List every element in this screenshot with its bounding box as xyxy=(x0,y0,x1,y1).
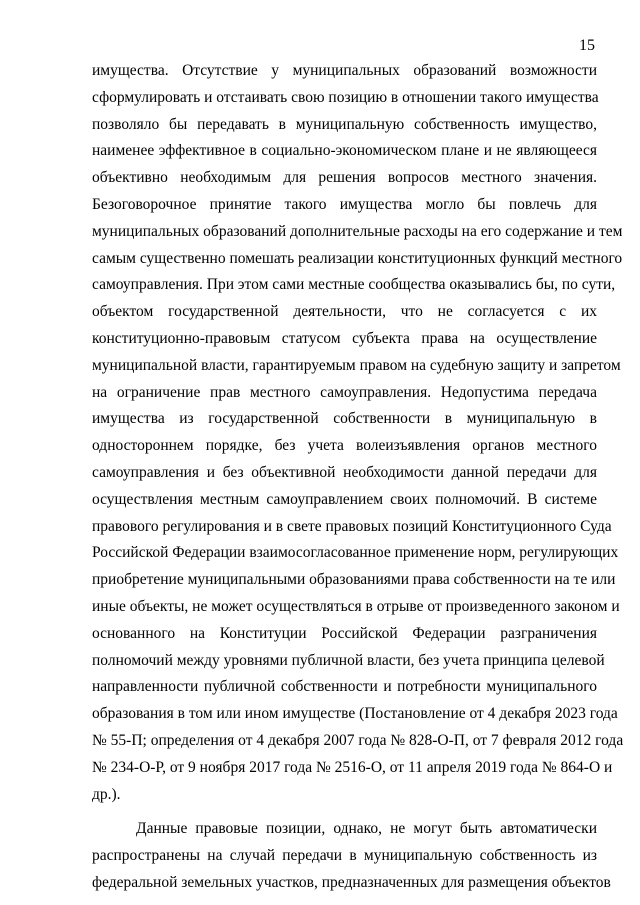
text-line: самоуправления и без объективной необходимости данной передачи для xyxy=(92,463,597,481)
text-line: муниципальной власти, гарантируемым правом на судебную защиту и запретом xyxy=(92,356,621,374)
paragraph-gap xyxy=(92,808,597,816)
text-line: сформулировать и отстаивать свою позицию в отношении такого имущества xyxy=(92,88,599,106)
text-line: приобретение муниципальными образованиями права собственности на те или xyxy=(92,571,616,589)
text-line: основанного на Конституции Российской Федерации разграничения xyxy=(92,624,597,642)
text-line: объектом государственной деятельности, что не согласуется с их xyxy=(92,303,597,321)
text-line: наименее эффективное в социально-экономическом плане и не являющееся xyxy=(92,142,597,160)
text-line: конституционно-правовым статусом субъекта права на осуществление xyxy=(92,329,597,347)
text-line: имущества из государственной собственности в муниципальную в xyxy=(92,410,597,428)
document-body xyxy=(92,58,624,897)
paragraph xyxy=(92,816,611,896)
text-line: полномочий между уровнями публичной власти, без учета принципа целевой xyxy=(92,651,605,669)
text-line: самоуправления. При этом сами местные сообщества оказывались бы, по сути, xyxy=(92,276,616,294)
text-line: муниципальных образований дополнительные расходы на его содержание и тем xyxy=(92,222,623,240)
text-line: Данные правовые позиции, однако, не могут быть автоматически xyxy=(136,820,597,838)
text-line: Безоговорочное принятие такого имущества могло бы повлечь для xyxy=(92,195,597,213)
text-line: правового регулирования и в свете правовых позиций Конституционного Суда xyxy=(92,517,612,535)
text-line: Российской Федерации взаимосогласованное применение норм, регулирующих xyxy=(92,544,619,562)
text-line: др.). xyxy=(92,785,121,803)
text-line: одностороннем порядке, без учета волеизъявления органов местного xyxy=(92,437,597,455)
paragraph xyxy=(92,58,624,808)
text-line: позволяло бы передавать в муниципальную собственность имущество, xyxy=(92,115,597,133)
text-line: имущества. Отсутствие у муниципальных образований возможности xyxy=(92,62,597,79)
text-line: распространены на случай передачи в муниципальную собственность из xyxy=(92,847,597,865)
page-number: 15 xyxy=(579,37,595,54)
text-line: федеральной земельных участков, предназначенных для размещения объектов xyxy=(92,873,611,891)
text-line: осуществления местным самоуправлением своих полномочий. В системе xyxy=(92,490,597,508)
text-line: на ограничение прав местного самоуправления. Недопустима передача xyxy=(92,383,597,401)
text-line: самым существенно помешать реализации конституционных функций местного xyxy=(92,249,623,267)
text-line: объективно необходимым для решения вопросов местного значения. xyxy=(92,169,597,187)
text-line: направленности публичной собственности и потребности муниципального xyxy=(92,678,597,696)
text-line: № 234-О-Р, от 9 ноября 2017 года № 2516-О, от 11 апреля 2019 года № 864-О и xyxy=(92,758,613,776)
text-line: образования в том или ином имуществе (Постановление от 4 декабря 2023 года xyxy=(92,705,618,723)
text-line: иные объекты, не может осуществляться в отрыве от произведенного законом и xyxy=(92,597,620,615)
text-line: № 55-П; определения от 4 декабря 2007 года № 828-О-П, от 7 февраля 2012 года xyxy=(92,731,624,749)
